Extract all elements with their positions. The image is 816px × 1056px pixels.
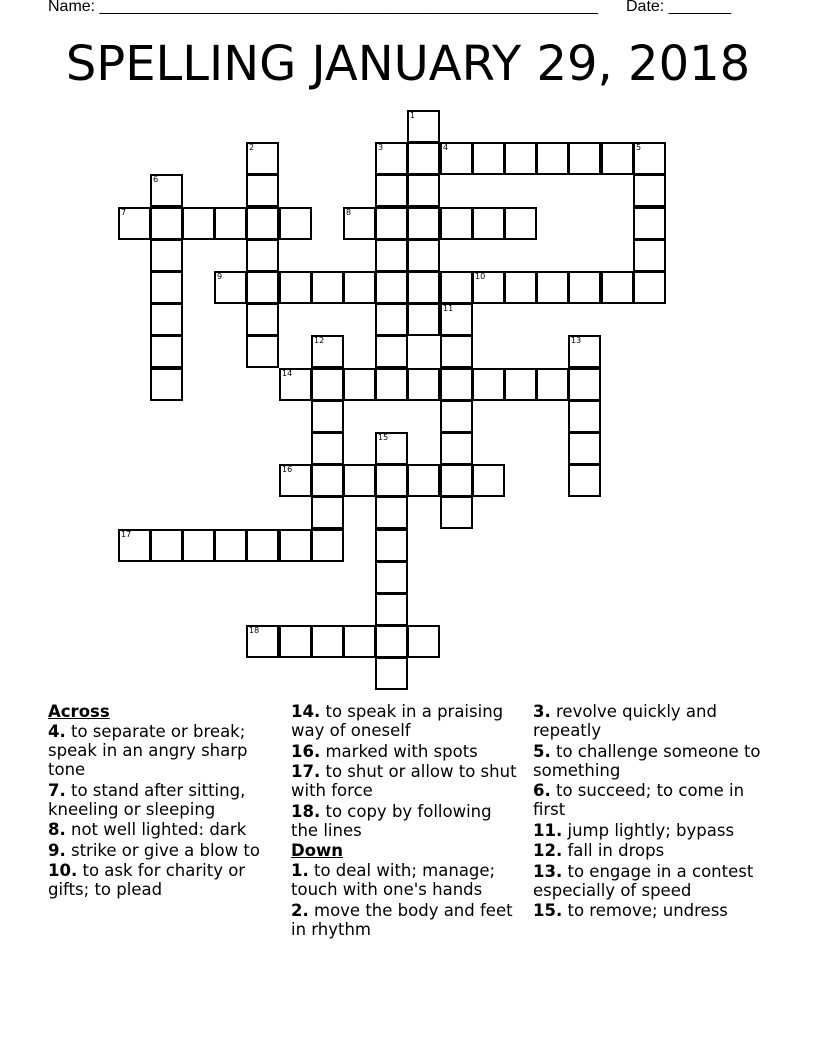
grid-cell[interactable] — [214, 529, 247, 562]
grid-cell[interactable] — [246, 271, 279, 304]
grid-cell[interactable] — [504, 271, 537, 304]
grid-cell[interactable] — [633, 142, 666, 175]
grid-cell[interactable] — [504, 142, 537, 175]
clue-number: 12 — [314, 336, 325, 345]
clue-number: 9 — [217, 272, 223, 281]
grid-cell[interactable] — [633, 271, 666, 304]
grid-cell[interactable] — [375, 432, 408, 465]
page-title: SPELLING JANUARY 29, 2018 — [65, 36, 751, 92]
down-clue-3: 3. revolve quickly and repeatly — [533, 702, 717, 740]
clue-number: 14 — [282, 369, 293, 378]
clue-number: 3 — [378, 143, 384, 152]
grid-cell[interactable] — [407, 271, 440, 304]
grid-cell[interactable] — [568, 335, 601, 368]
grid-cell[interactable] — [246, 303, 279, 336]
grid-cell[interactable] — [182, 529, 215, 562]
grid-cell[interactable] — [536, 142, 569, 175]
grid-cell[interactable] — [375, 625, 408, 658]
grid-cell[interactable] — [568, 271, 601, 304]
grid-cell[interactable] — [633, 174, 666, 207]
grid-cell[interactable] — [472, 207, 505, 240]
clue-column-1 — [48, 702, 278, 901]
clue-number: 17 — [121, 530, 132, 539]
grid-cell[interactable] — [343, 207, 376, 240]
grid-cell[interactable] — [279, 625, 312, 658]
grid-cell[interactable] — [633, 239, 666, 272]
grid-cell[interactable] — [633, 207, 666, 240]
clue-number: 16 — [282, 465, 293, 474]
clue-number: 15 — [378, 433, 389, 442]
grid-cell[interactable] — [440, 368, 473, 401]
date-field[interactable]: Date: _______ — [626, 0, 731, 15]
grid-cell[interactable] — [279, 368, 312, 401]
down-clue-11: 11. jump lightly; bypass — [533, 820, 735, 840]
grid-cell[interactable] — [311, 335, 344, 368]
grid-cell[interactable] — [279, 464, 312, 497]
grid-cell[interactable] — [311, 529, 344, 562]
grid-cell[interactable] — [440, 496, 473, 529]
grid-cell[interactable] — [150, 303, 183, 336]
grid-cell[interactable] — [601, 142, 634, 175]
grid-cell[interactable] — [407, 142, 440, 175]
grid-cell[interactable] — [407, 110, 440, 143]
across-clue-7: 7. to stand after sitting, kneeling or sleeping — [48, 780, 246, 819]
across-clue-8: 8. not well lighted: dark — [48, 820, 247, 839]
grid-cell[interactable] — [440, 207, 473, 240]
down-clue-5: 5. to challenge someone to something — [533, 741, 761, 780]
grid-cell[interactable] — [375, 368, 408, 401]
down-clue-15: 15. to remove; undress — [533, 901, 728, 920]
clue-number: 4 — [443, 143, 449, 152]
grid-cell[interactable] — [246, 239, 279, 272]
grid-cell[interactable] — [311, 625, 344, 658]
name-field[interactable]: Name: ________________________________________________________ — [48, 0, 598, 15]
across-clue-17: 17. to shut or allow to shut with force — [291, 762, 517, 800]
grid-cell[interactable] — [150, 368, 183, 401]
grid-cell[interactable] — [214, 271, 247, 304]
grid-cell[interactable] — [246, 625, 279, 658]
across-heading: Across — [48, 702, 110, 721]
grid-cell[interactable] — [279, 271, 312, 304]
grid-cell[interactable] — [375, 271, 408, 304]
clue-column-3 — [533, 702, 773, 922]
clue-number: 5 — [636, 143, 642, 152]
grid-cell[interactable] — [375, 496, 408, 529]
clue-column-2 — [291, 702, 523, 940]
across-clue-18: 18. to copy by following the lines — [291, 801, 492, 840]
down-heading: Down — [291, 841, 344, 860]
clue-number: 1 — [410, 111, 416, 120]
grid-cell[interactable] — [246, 142, 279, 175]
grid-cell[interactable] — [440, 335, 473, 368]
grid-cell[interactable] — [311, 271, 344, 304]
grid-cell[interactable] — [343, 271, 376, 304]
grid-cell[interactable] — [568, 142, 601, 175]
grid-cell[interactable] — [407, 464, 440, 497]
grid-cell[interactable] — [118, 207, 151, 240]
grid-cell[interactable] — [343, 625, 376, 658]
grid-cell[interactable] — [568, 368, 601, 401]
across-clue-10: 10. to ask for charity or gifts; to plead — [48, 861, 246, 899]
grid-cell[interactable] — [214, 207, 247, 240]
clue-number: 8 — [346, 208, 352, 217]
grid-cell[interactable] — [279, 207, 312, 240]
grid-cell[interactable] — [440, 303, 473, 336]
grid-cell[interactable] — [375, 174, 408, 207]
grid-cell[interactable] — [472, 464, 505, 497]
grid-cell[interactable] — [150, 239, 183, 272]
grid-cell[interactable] — [311, 496, 344, 529]
grid-cell[interactable] — [150, 529, 183, 562]
grid-cell[interactable] — [472, 368, 505, 401]
grid-cell[interactable] — [375, 207, 408, 240]
grid-cell[interactable] — [536, 271, 569, 304]
clue-number: 7 — [121, 208, 127, 217]
grid-cell[interactable] — [375, 303, 408, 336]
grid-cell[interactable] — [375, 561, 408, 594]
grid-cell[interactable] — [536, 368, 569, 401]
grid-cell[interactable] — [311, 400, 344, 433]
clue-number: 18 — [249, 626, 260, 635]
grid-cell[interactable] — [407, 303, 440, 336]
grid-cell[interactable] — [279, 529, 312, 562]
across-clue-14: 14. to speak in a praising way of oneself — [291, 702, 504, 740]
grid-cell[interactable] — [150, 207, 183, 240]
grid-cell[interactable] — [311, 368, 344, 401]
grid-cell[interactable] — [440, 400, 473, 433]
grid-cell[interactable] — [504, 368, 537, 401]
grid-cell[interactable] — [375, 593, 408, 626]
clue-number: 2 — [249, 143, 255, 152]
down-clue-2: 2. move the body and feet in rhythm — [291, 900, 513, 939]
grid-cell[interactable] — [568, 432, 601, 465]
grid-cell[interactable] — [150, 271, 183, 304]
grid-cell[interactable] — [343, 464, 376, 497]
grid-cell[interactable] — [407, 207, 440, 240]
across-clue-9: 9. strike or give a blow to — [48, 840, 260, 860]
grid-cell[interactable] — [182, 207, 215, 240]
grid-cell[interactable] — [311, 464, 344, 497]
grid-cell[interactable] — [118, 529, 151, 562]
down-clue-13: 13. to engage in a contest especially of speed — [533, 861, 754, 900]
grid-cell[interactable] — [440, 271, 473, 304]
clue-number: 13 — [571, 336, 582, 345]
grid-cell[interactable] — [504, 207, 537, 240]
grid-cell[interactable] — [375, 142, 408, 175]
across-clue-16: 16. marked with spots — [291, 741, 478, 761]
grid-cell[interactable] — [440, 432, 473, 465]
clue-number: 6 — [153, 175, 159, 184]
grid-cell[interactable] — [375, 657, 408, 690]
clue-number: 10 — [475, 272, 486, 281]
grid-cell[interactable] — [568, 464, 601, 497]
grid-cell[interactable] — [472, 142, 505, 175]
grid-cell[interactable] — [343, 368, 376, 401]
grid-cell[interactable] — [246, 207, 279, 240]
down-clue-12: 12. fall in drops — [533, 841, 665, 860]
grid-cell[interactable] — [150, 335, 183, 368]
grid-cell[interactable] — [472, 271, 505, 304]
grid-cell[interactable] — [150, 174, 183, 207]
grid-cell[interactable] — [407, 239, 440, 272]
grid-cell[interactable] — [407, 174, 440, 207]
grid-cell[interactable] — [375, 464, 408, 497]
grid-cell[interactable] — [375, 335, 408, 368]
grid-cell[interactable] — [407, 368, 440, 401]
down-clue-6: 6. to succeed; to come in first — [533, 781, 745, 819]
grid-cell[interactable] — [440, 142, 473, 175]
grid-cell[interactable] — [311, 432, 344, 465]
grid-cell[interactable] — [246, 529, 279, 562]
clue-number: 11 — [443, 304, 454, 313]
grid-cell[interactable] — [246, 174, 279, 207]
across-clue-4: 4. to separate or break; speak in an angry sharp tone — [48, 722, 248, 779]
grid-cell[interactable] — [375, 529, 408, 562]
grid-cell[interactable] — [568, 400, 601, 433]
down-clue-1: 1. to deal with; manage; touch with one's hands — [291, 861, 496, 899]
grid-cell[interactable] — [440, 464, 473, 497]
grid-cell[interactable] — [407, 625, 440, 658]
grid-cell[interactable] — [601, 271, 634, 304]
grid-cell[interactable] — [246, 335, 279, 368]
grid-cell[interactable] — [375, 239, 408, 272]
